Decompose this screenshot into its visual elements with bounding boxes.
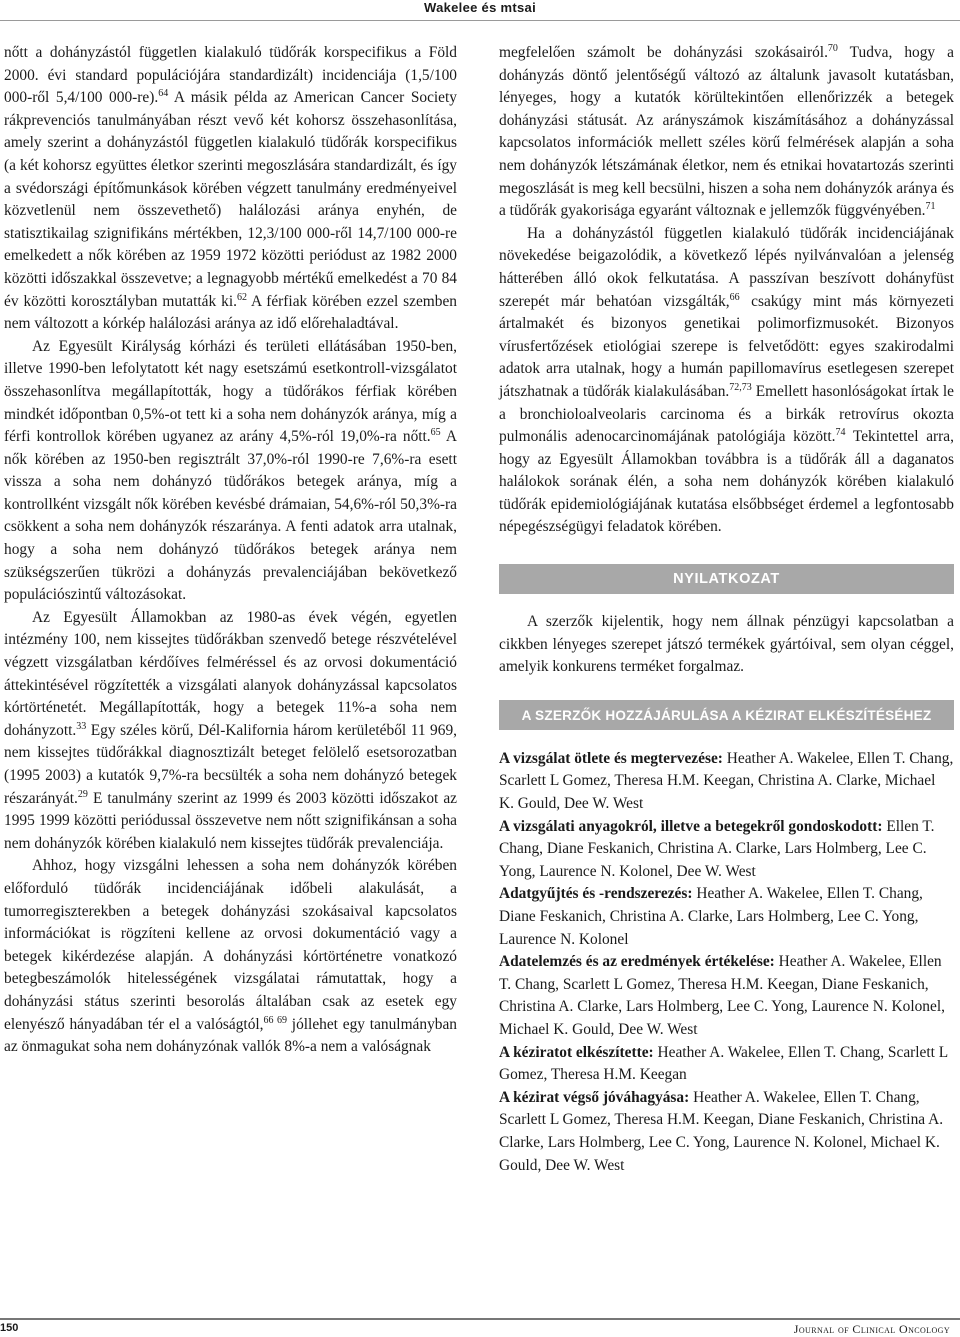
contribution-label: Adatelemzés és az eredmények értékelése: [499, 953, 775, 971]
contribution-label: Adatgyűjtés és -rendszerezés: [499, 885, 693, 903]
text: csakúgy mint más környezeti ártalmakét és bizonyos genetikai polimorfizmusokét. Bizonyos vírusfertőzések etiológiai szerepe is felvetődött: egyes szakirodalmi adatok arra utalnak, hogy a humán papillomavírus esetlegesen szerepet játszhatnak a tüdőrák kialakulásában. [499, 292, 954, 400]
paragraph [4, 42, 457, 336]
contribution-item [499, 1087, 954, 1177]
left-column [4, 42, 457, 1059]
text: Ha a dohányzástól független kialakuló tüdőrák incidenciájának növekedése beigazolódik, a következő lépés nyilvánvalóan a jelenség hátterében álló okok felkutatása. A passzívan beszívott dohányfüst szerepét már behatóan vizsgálták, [499, 224, 954, 310]
right-column [499, 42, 954, 1177]
running-title: Wakelee és mtsai [424, 0, 536, 15]
contribution-authors: Heather A. Wakelee, Ellen T. Chang, Scarlett L Gomez, Theresa H.M. Keegan, Christina A. Clarke, Michael K. Gould, Dee W. West [499, 749, 954, 813]
disclosure-text: A szerzők kijelentik, hogy nem állnak pénzügyi kapcsolatban a cikkben lényeges szerepet játszó termékek gyártóival, sem olyan céggel, amelyik konkurens terméket forgalmaz. [499, 613, 954, 676]
contribution-item [499, 951, 954, 1041]
contribution-authors: Heather A. Wakelee, Ellen T. Chang, Scarlett L Gomez, Theresa H.M. Keegan, Diane Feskanich, Christina A. Clarke, Lars Holmberg, Lee C. Yong, Laurence N. Kolonel, Michael K. Gould, Dee W. West [499, 1088, 944, 1174]
disclosure-heading: NYILATKOZAT [499, 564, 954, 594]
citation: 70 [827, 43, 838, 54]
text: Ahhoz, hogy vizsgálni lehessen a soha nem dohányzók körében előforduló tüdőrák incidenciájának időbeli alakulását, a tumorregiszterekben a betegek dohányzási szokásaival kapcsolatos információkat is rögzíteni kellene az orvosi dokumentáció vagy a betegek kikérdezése alapján. A dohányzási kórtörténetre vonatkozó betegbeszámolók hitelességének vizsgálatai rámutattak, hogy a dohányzási státus szerinti besorolás általában csak az esetek egy elenyésző hányadában tér el a valóságtól, [4, 857, 457, 1033]
paragraph [4, 607, 457, 856]
text: E tanulmány szerint az 1999 és 2003 közötti időszakot az 1995 1999 közötti periódussal összevetve nem nőtt szignifikánsan a soha nem dohányzók körében kialakuló nem kissejtes tüdőrák prevalenciája. [4, 789, 457, 852]
citation: 66 69 [263, 1014, 287, 1026]
contribution-label: A kéziratot elkészítette: [499, 1043, 654, 1061]
citation: 71 [925, 201, 936, 213]
text: jóllehet egy tanulmányban az önmagukat soha nem dohányzónak vallók 8%-a nem a valóságnak [4, 1015, 457, 1056]
text: A nők körében az 1950-ben regisztrált 37,0%-ról 1990-re 7,6%-ra esett vissza a soha nem dohányzó tüdőrákos betegek aránya, míg a kontrollként vizsgált nők körében kevésbé drámaian, 54,6%-ról 50,3%-ra csökkent a soha nem dohányzók részaránya. A fenti adatok arra utalnak, hogy a soha nem dohányzó tüdőrákos betegek aránya nem szükségszerűen tükrözi a dohányzás prevalenciájában bekövetkező populációszintű változásokat. [4, 428, 457, 604]
text: nőtt a dohányzástól független kialakuló tüdőrák korspecifikus a Föld 2000. évi standard populációjára standardizált) incidenciája (1,5/100 000-ről 5,4/100 000-re). [4, 44, 457, 107]
contribution-authors: Heather A. Wakelee, Ellen T. Chang, Diane Feskanich, Christina A. Clarke, Lars Holmberg, Lee C. Yong, Laurence N. Kolonel [499, 885, 923, 948]
page-number: 150 [0, 1322, 19, 1334]
contribution-authors: Heather A. Wakelee, Ellen T. Chang, Scarlett L Gomez, Theresa H.M. Keegan [499, 1043, 948, 1084]
text: A másik példa az American Cancer Society rákprevenciós tanulmányában részt vevő két kohorsz összehasonlítása, amely szerint a dohányzástól független kialakuló tüdőrák korspecifikus (a két kohorsz együttes életkor szerinti megoszlására standardizált, és így a svédországi építőmunkások körében végzett tanulmány eredményeivel közvetlenül nem összevethető) halálozási aránya enyhén, de statisztikailag szignifikáns mértékben, 12,3/100 000-ről 14,7/100 000-re emelkedett a nők körében az 1959 1972 közötti periódust az 1982 2000 közötti időszakkal összevetve; a legnagyobb mértékű emelkedést a 70 84 év közötti korosztályban mutatták ki. [4, 89, 457, 310]
contribution-authors: Heather A. Wakelee, Ellen T. Chang, Scarlett L Gomez, Theresa H.M. Keegan, Diane Feskanich, Christina A. Clarke, Lars Holmberg, Lee C. Yong, Laurence N. Kolonel, Michael K. Gould, Dee W. West [499, 953, 945, 1038]
contribution-label: A vizsgálati anyagokról, illetve a betegekről gondoskodott: [499, 817, 883, 835]
running-header [0, 0, 960, 21]
contribution-item [499, 748, 954, 816]
journal-name: Journal of Clinical Oncology [793, 1322, 950, 1336]
citation: 65 [430, 427, 441, 439]
paragraph [499, 223, 954, 539]
contribution-label: A kézirat végső jóváhagyása: [499, 1088, 690, 1106]
citation: 74 [835, 427, 846, 439]
contribution-item [499, 1042, 954, 1087]
contribution-label: A vizsgálat ötlete és megtervezése: [499, 749, 723, 767]
citation: 66 [729, 291, 740, 303]
paragraph [499, 42, 954, 223]
contribution-authors: Ellen T. Chang, Diane Feskanich, Christina A. Clarke, Lars Holmberg, Lee C. Yong, Laurence N. Kolonel, Dee W. West [499, 817, 935, 880]
text: Emellett hasonlóságokat írtak le a bronchioloalveolaris carcinoma és a birkák retrovírus okozta pulmonális adenocarcinomájának patológiája között. [499, 382, 954, 446]
text: megfelelően számolt be dohányzási szokásairól. [499, 44, 828, 61]
footer-rule [0, 1318, 960, 1320]
text: Az Egyesült Királyság kórházi és területi ellátásában 1950-ben, illetve 1990-ben lefolytatott két nagy esetszámú esetkontroll-vizsgálatot összehasonlítva megállapították, hogy a tüdőrákos férfiak körében mindkét időpontban 0,5%-ot tett ki a soha nem dohányzók aránya, míg a férfi kontrollok körében ugyanez az arány 4,5%-ról 19,0%-ra nőtt. [4, 337, 457, 446]
contributions-list [499, 748, 954, 1177]
contributions-heading: A SZERZŐK HOZZÁJÁRULÁSA A KÉZIRAT ELKÉSZÍTÉSÉHEZ [499, 700, 954, 730]
text: Egy széles körű, Dél-Kalifornia három kerületéből 11 969, nem kissejtes tüdőrákkal diagnosztizált beteget felölelő esetsorozatban (1995 2003) a kutatók 9,7%-ra becsülték a soha nem dohányzó betegek részarányát. [4, 721, 457, 807]
contribution-item [499, 816, 954, 884]
citation: 29 [77, 788, 88, 800]
citation: 72,73 [729, 381, 752, 393]
contribution-item [499, 883, 954, 951]
paragraph [4, 336, 457, 607]
text: A férfiak körében ezzel szemben nem változott a kórkép halálozási aránya az idő előrehaladtával. [4, 292, 457, 333]
citation: 33 [76, 720, 87, 732]
text: Az Egyesült Államokban az 1980-as évek végén, egyetlen intézmény 100, nem kissejtes tüdőrákban szenvedő betege részvételével végzett vizsgálatban kérdőíves felméréssel és az orvosi dokumentáció áttekintésével rögzítették a vizsgálati alanyok dohányzással kapcsolatos kórtörténetét. Megállapították, hogy a betegek 11%-a soha nem dohányzott. [4, 608, 457, 739]
text: Tudva, hogy a dohányzás döntő jelentőségű változó az általunk javasolt kutatásban, lényeges, hogy a kutatók körültekintően ellenőrizzék a betegek dohányzási státusát. Az arányszámok kiszámításához a dohányzással kapcsolatos információk mellett széles körű felmérések alapján a soha nem dohányzók létszámának életkor, nem és etnikai hovatartozás szerinti megoszlását is meg kell becsülni, hiszen a soha nem dohányzók aránya és a tüdőrák gyakorisága egyaránt változnak e jellemzők függvényében. [499, 44, 954, 220]
citation: 64 [158, 88, 169, 100]
paragraph [4, 855, 457, 1058]
citation: 62 [236, 291, 247, 303]
text: Tekintettel arra, hogy az Egyesült Államokban továbbra is a tüdőrák áll a daganatos halálokok sorának élén, a soha nem dohányzók körében kialakuló tüdőrák epidemiológiájának kutatása elsőbbséget érdemel a legfontosabb népegészségügyi feladatok körében. [499, 428, 954, 536]
